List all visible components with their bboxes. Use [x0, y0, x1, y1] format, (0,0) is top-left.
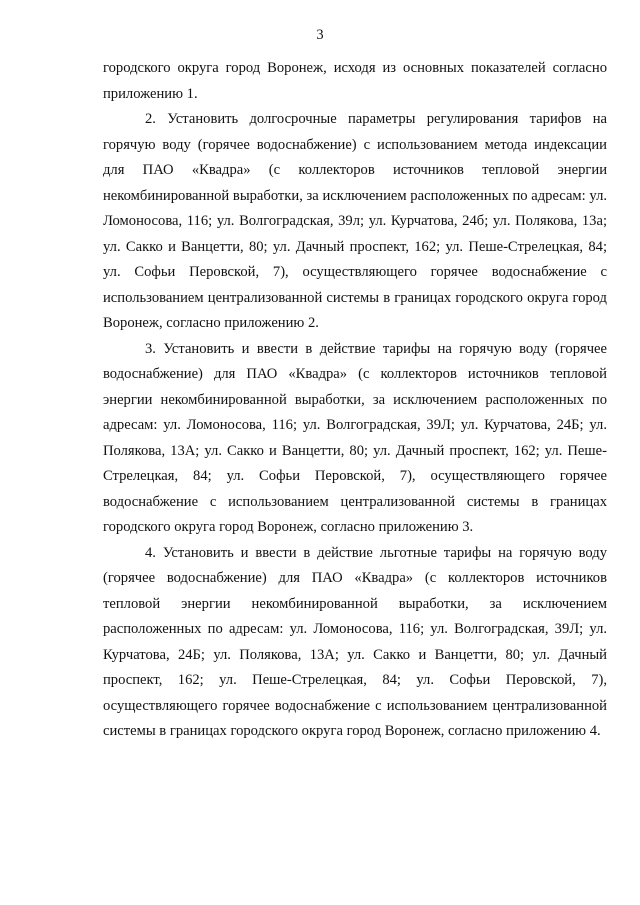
- document-body: [103, 56, 607, 745]
- paragraph-item-4: 4. Установить и ввести в действие льготные тарифы на горячую воду (горячее водоснабжение) для ПАО «Квадра» (с коллекторов источников тепловой энергии некомбинированной выработки, за исключением расположенных по адресам: ул. Ломоносова, 116; ул. Волгоградская, 39Л; ул. Курчатова, 24Б; ул. Полякова, 13А; ул. Сакко и Ванцетти, 80; ул. Дачный проспект, 162; ул. Пеше-Стрелецкая, 84; ул. Софьи Перовской, 7), осуществляющего горячее водоснабжение с использованием централизованной системы в границах городского округа город Воронеж, согласно приложению 4.: [103, 544, 607, 739]
- paragraph-continuation: городского округа город Воронеж, исходя из основных показателей согласно приложению 1.: [103, 60, 607, 102]
- paragraph-item-3: 3. Установить и ввести в действие тарифы на горячую воду (горячее водоснабжение) для ПАО «Квадра» (с коллекторов источников тепловой энергии некомбинированной выработки, за исключением расположенных по адресам: ул. Ломоносова, 116; ул. Волгоградская, 39Л; ул. Курчатова, 24Б; ул. Полякова, 13А; ул. Сакко и Ванцетти, 80; ул. Дачный проспект, 162; ул. Пеше-Стрелецкая, 84; ул. Софьи Перовской, 7), осуществляющего горячее водоснабжение с использованием централизованной системы в границах городского округа город Воронеж, согласно приложению 3.: [103, 340, 607, 535]
- paragraph-item-2: 2. Установить долгосрочные параметры регулирования тарифов на горячую воду (горячее водоснабжение) с использованием метода индексации для ПАО «Квадра» (с коллекторов источников тепловой энергии некомбинированной выработки, за исключением расположенных по адресам: ул. Ломоносова, 116; ул. Волгоградская, 39л; ул. Курчатова, 24б; ул. Полякова, 13а; ул. Сакко и Ванцетти, 80; ул. Дачный проспект, 162; ул. Пеше-Стрелецкая, 84; ул. Софьи Перовской, 7), осуществляющего горячее водоснабжение с использованием централизованной системы в границах городского округа город Воронеж, согласно приложению 2.: [103, 111, 607, 331]
- page-number: 3: [316, 27, 324, 43]
